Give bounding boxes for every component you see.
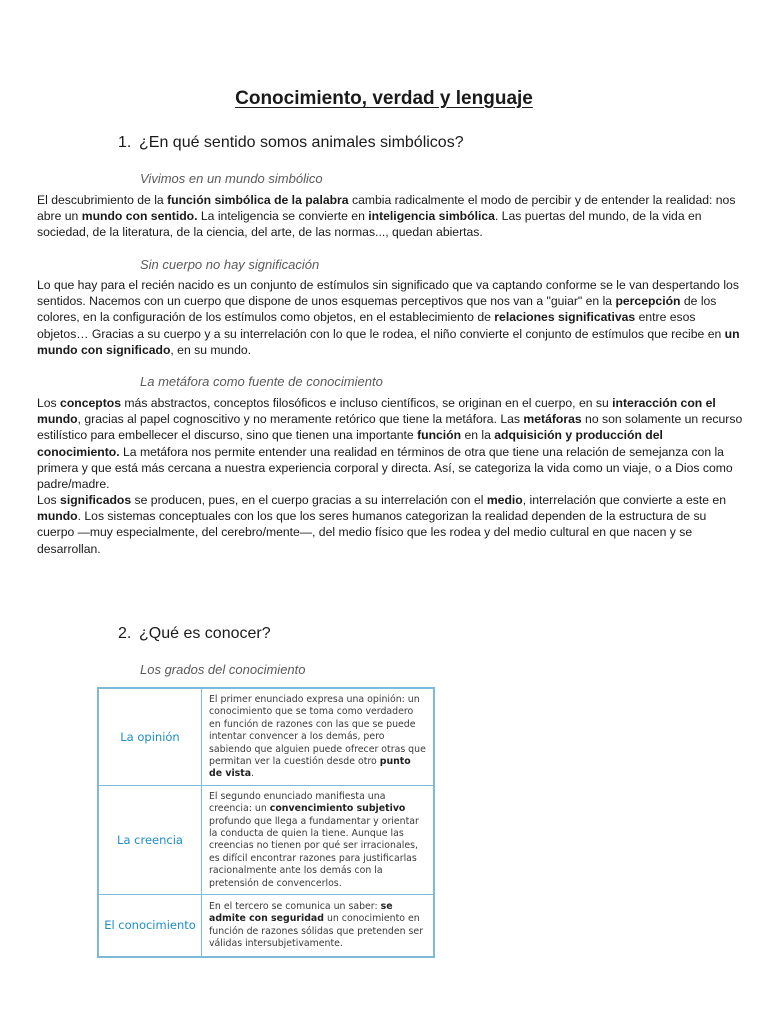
paragraph-metafora <box>37 395 743 492</box>
paragraph-significados <box>37 492 743 557</box>
section-1-number: 1. <box>118 134 132 151</box>
text-run: se producen, pues, en el cuerpo gracias a su interrelación con el <box>131 493 487 507</box>
text-run: La inteligencia se convierte en <box>197 209 369 224</box>
bold-run: se admite con seguridad <box>209 901 393 925</box>
section-2-number: 2. <box>118 625 132 642</box>
text-run: . <box>251 768 255 780</box>
text-run: cambia radicalmente el modo de percibir y de entender la realidad: nos abre un <box>37 193 736 224</box>
bold-run: percepción <box>615 294 681 309</box>
text-run: . Los sistemas conceptuales con los que los seres humanos categorizan la realidad dependen de la estructura de su cuerpo —muy especialmente, del cerebro/mente—, del medio físico que les rodea y del medio cultural en que nacen y se desarrollan. <box>37 509 707 556</box>
text-run: de los colores, en la configuración de los estímulos como objetos, en el establecimiento de <box>37 294 717 325</box>
table-row-opinion <box>98 688 434 785</box>
page-title: Conocimiento, verdad y lenguaje <box>235 88 533 109</box>
text-run: El primer enunciado expresa una opinión: un conocimiento que se toma como verdadero en función de razones con las que se puede intentar convencer a los demás, pero sabiendo que alguien puede ofrecer otras que permitan ver la cuestión desde otro <box>209 694 426 768</box>
bold-run: mundo con sentido. <box>81 209 198 224</box>
row-label-creencia: La creencia <box>98 785 202 894</box>
bold-run: un mundo con significado <box>37 326 740 357</box>
text-run: profundo que llega a fundamentar y orientar la conducta de quien la tiene. Aunque las creencias no tienen por qué ser irracionales, es difícil encontrar razones para justificarlas racionalmente ante los demás con la pretensión de convencerlos. <box>209 815 419 889</box>
section-2-heading <box>118 625 271 643</box>
bold-run: metáforas <box>523 412 582 427</box>
subheading-sin-cuerpo: Sin cuerpo no hay significación <box>140 257 320 272</box>
subheading-metafora: La metáfora como fuente de conocimiento <box>140 374 383 389</box>
text-run: en la <box>461 428 495 443</box>
text-run: Los <box>37 493 61 507</box>
paragraph-sin-cuerpo <box>37 277 743 358</box>
bold-run: convencimiento subjetivo <box>269 803 406 815</box>
degrees-table <box>97 687 435 958</box>
text-run: , en su mundo. <box>170 342 252 357</box>
text-run: El descubrimiento de la <box>37 193 168 207</box>
bold-run: función <box>417 428 462 443</box>
subheading-mundo-simbolico: Vivimos en un mundo simbólico <box>140 171 323 186</box>
bold-run: medio <box>486 493 523 507</box>
text-run: En el tercero se comunica un saber: <box>209 901 381 913</box>
bold-run: adquisición y producción del conocimiento. <box>37 428 663 459</box>
row-text-creencia <box>202 785 435 894</box>
subheading-grados: Los grados del conocimiento <box>140 662 306 677</box>
text-run: . Las puertas del mundo, de la vida en sociedad, de la literatura, de la ciencia, del arte, de las normas..., quedan abiertas. <box>37 209 702 240</box>
row-label-conocimiento: El conocimiento <box>98 895 202 957</box>
bold-run: función simbólica de la palabra <box>167 193 349 207</box>
table-row-conocimiento <box>98 895 434 957</box>
text-run: La metáfora nos permite entender una realidad en términos de otra que tiene una relación de semejanza con la primera y que está más cercana a nuestra experiencia corporal y directa. Así, se categoriza la vida como un viaje, o a Dios como padre/madre. <box>37 444 733 492</box>
text-run: no son solamente un recurso estilístico para embellecer el discurso, sino que tienen una importante <box>37 412 743 443</box>
paragraph-mundo-simbolico <box>37 192 743 241</box>
row-text-opinion <box>202 688 435 785</box>
text-run: un conocimiento en función de razones sólidas que pretenden ser válidas intersubjetivamente. <box>209 913 424 950</box>
text-run: más abstractos, conceptos filosóficos e incluso científicos, se originan en el cuerpo, en su <box>121 396 613 410</box>
bold-run: relaciones significativas <box>494 310 636 325</box>
section-1-heading <box>118 134 464 152</box>
bold-run: significados <box>60 493 132 507</box>
bold-run: punto de vista <box>209 756 411 780</box>
row-label-opinion: La opinión <box>98 688 202 785</box>
bold-run: inteligencia simbólica <box>368 209 495 224</box>
bold-run: mundo <box>37 509 78 524</box>
section-1-title: ¿En qué sentido somos animales simbólicos? <box>139 134 464 151</box>
text-run: Lo que hay para el recién nacido es un conjunto de estímulos sin significado que va captando conforme se le van despertando los sentidos. Nacemos con un cuerpo que dispone de unos esquemas perceptivos que nos van a "guiar" en la <box>37 278 739 309</box>
text-run: , gracias al papel cognoscitivo y no meramente retórico que tiene la metáfora. Las <box>77 412 524 427</box>
table-row-creencia <box>98 785 434 894</box>
bold-run: interacción con el mundo <box>37 396 716 427</box>
bold-run: conceptos <box>60 396 121 410</box>
text-run: Los <box>37 396 61 410</box>
text-run: El segundo enunciado manifiesta una creencia: un <box>209 790 386 815</box>
text-run: entre esos objetos… Gracias a su cuerpo y a su interrelación con lo que le rodea, el niño convierte el conjunto de estímulos que recibe en <box>37 310 725 341</box>
row-text-conocimiento <box>202 895 435 957</box>
text-run: , interrelación que convierte a este en <box>522 493 726 507</box>
section-2-title: ¿Qué es conocer? <box>139 625 271 642</box>
